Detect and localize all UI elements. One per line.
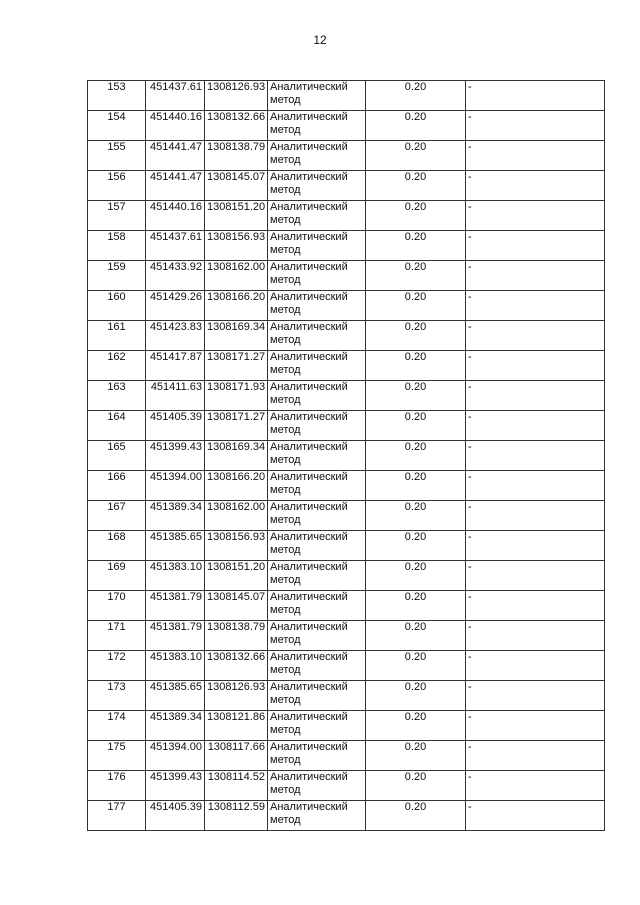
- note-cell: -: [466, 111, 605, 141]
- table-row: [88, 411, 605, 441]
- method-cell: Аналитический метод: [268, 591, 366, 621]
- note-cell: -: [466, 801, 605, 831]
- accuracy-cell: 0.20: [366, 111, 466, 141]
- note-cell: -: [466, 321, 605, 351]
- point-number-cell: 173: [88, 681, 146, 711]
- accuracy-cell: 0.20: [366, 141, 466, 171]
- point-number-cell: 174: [88, 711, 146, 741]
- table-row: [88, 261, 605, 291]
- note-cell: -: [466, 741, 605, 771]
- table-row: [88, 441, 605, 471]
- x-coordinate-cell: 451433.92: [146, 261, 205, 291]
- accuracy-cell: 0.20: [366, 81, 466, 111]
- accuracy-cell: 0.20: [366, 681, 466, 711]
- x-coordinate-cell: 451389.34: [146, 711, 205, 741]
- table-row: [88, 681, 605, 711]
- method-cell: Аналитический метод: [268, 81, 366, 111]
- method-cell: Аналитический метод: [268, 651, 366, 681]
- table-row: [88, 111, 605, 141]
- y-coordinate-cell: 1308112.59: [205, 801, 268, 831]
- method-cell: Аналитический метод: [268, 441, 366, 471]
- table-row: [88, 321, 605, 351]
- method-cell: Аналитический метод: [268, 111, 366, 141]
- y-coordinate-cell: 1308138.79: [205, 141, 268, 171]
- note-cell: -: [466, 681, 605, 711]
- table-row: [88, 81, 605, 111]
- method-cell: Аналитический метод: [268, 621, 366, 651]
- point-number-cell: 168: [88, 531, 146, 561]
- x-coordinate-cell: 451381.79: [146, 621, 205, 651]
- y-coordinate-cell: 1308145.07: [205, 171, 268, 201]
- note-cell: -: [466, 201, 605, 231]
- y-coordinate-cell: 1308132.66: [205, 651, 268, 681]
- note-cell: -: [466, 411, 605, 441]
- table-row: [88, 231, 605, 261]
- note-cell: -: [466, 531, 605, 561]
- method-cell: Аналитический метод: [268, 501, 366, 531]
- table-row: [88, 711, 605, 741]
- y-coordinate-cell: 1308156.93: [205, 531, 268, 561]
- method-cell: Аналитический метод: [268, 771, 366, 801]
- x-coordinate-cell: 451437.61: [146, 231, 205, 261]
- method-cell: Аналитический метод: [268, 801, 366, 831]
- method-cell: Аналитический метод: [268, 561, 366, 591]
- accuracy-cell: 0.20: [366, 501, 466, 531]
- x-coordinate-cell: 451383.10: [146, 561, 205, 591]
- accuracy-cell: 0.20: [366, 441, 466, 471]
- point-number-cell: 176: [88, 771, 146, 801]
- method-cell: Аналитический метод: [268, 261, 366, 291]
- point-number-cell: 177: [88, 801, 146, 831]
- y-coordinate-cell: 1308138.79: [205, 621, 268, 651]
- table-row: [88, 771, 605, 801]
- table-row: [88, 621, 605, 651]
- point-number-cell: 163: [88, 381, 146, 411]
- point-number-cell: 155: [88, 141, 146, 171]
- method-cell: Аналитический метод: [268, 141, 366, 171]
- table-row: [88, 801, 605, 831]
- point-number-cell: 165: [88, 441, 146, 471]
- accuracy-cell: 0.20: [366, 771, 466, 801]
- y-coordinate-cell: 1308121.86: [205, 711, 268, 741]
- note-cell: -: [466, 621, 605, 651]
- accuracy-cell: 0.20: [366, 321, 466, 351]
- x-coordinate-cell: 451399.43: [146, 771, 205, 801]
- method-cell: Аналитический метод: [268, 381, 366, 411]
- note-cell: -: [466, 501, 605, 531]
- y-coordinate-cell: 1308151.20: [205, 561, 268, 591]
- y-coordinate-cell: 1308169.34: [205, 441, 268, 471]
- y-coordinate-cell: 1308145.07: [205, 591, 268, 621]
- x-coordinate-cell: 451394.00: [146, 741, 205, 771]
- accuracy-cell: 0.20: [366, 351, 466, 381]
- table-row: [88, 141, 605, 171]
- point-number-cell: 154: [88, 111, 146, 141]
- table-row: [88, 591, 605, 621]
- point-number-cell: 159: [88, 261, 146, 291]
- note-cell: -: [466, 381, 605, 411]
- table-row: [88, 291, 605, 321]
- method-cell: Аналитический метод: [268, 741, 366, 771]
- accuracy-cell: 0.20: [366, 381, 466, 411]
- y-coordinate-cell: 1308132.66: [205, 111, 268, 141]
- note-cell: -: [466, 261, 605, 291]
- note-cell: -: [466, 651, 605, 681]
- x-coordinate-cell: 451385.65: [146, 681, 205, 711]
- y-coordinate-cell: 1308169.34: [205, 321, 268, 351]
- table-row: [88, 201, 605, 231]
- x-coordinate-cell: 451423.83: [146, 321, 205, 351]
- note-cell: -: [466, 471, 605, 501]
- accuracy-cell: 0.20: [366, 651, 466, 681]
- note-cell: -: [466, 171, 605, 201]
- x-coordinate-cell: 451440.16: [146, 201, 205, 231]
- y-coordinate-cell: 1308166.20: [205, 291, 268, 321]
- note-cell: -: [466, 711, 605, 741]
- note-cell: -: [466, 81, 605, 111]
- y-coordinate-cell: 1308171.27: [205, 411, 268, 441]
- method-cell: Аналитический метод: [268, 411, 366, 441]
- y-coordinate-cell: 1308126.93: [205, 681, 268, 711]
- table-row: [88, 531, 605, 561]
- y-coordinate-cell: 1308151.20: [205, 201, 268, 231]
- y-coordinate-cell: 1308166.20: [205, 471, 268, 501]
- table-row: [88, 381, 605, 411]
- method-cell: Аналитический метод: [268, 681, 366, 711]
- table-row: [88, 501, 605, 531]
- method-cell: Аналитический метод: [268, 321, 366, 351]
- method-cell: Аналитический метод: [268, 471, 366, 501]
- y-coordinate-cell: 1308126.93: [205, 81, 268, 111]
- point-number-cell: 169: [88, 561, 146, 591]
- x-coordinate-cell: 451441.47: [146, 171, 205, 201]
- table-row: [88, 171, 605, 201]
- point-number-cell: 164: [88, 411, 146, 441]
- point-number-cell: 170: [88, 591, 146, 621]
- method-cell: Аналитический метод: [268, 201, 366, 231]
- x-coordinate-cell: 451405.39: [146, 411, 205, 441]
- accuracy-cell: 0.20: [366, 291, 466, 321]
- method-cell: Аналитический метод: [268, 711, 366, 741]
- point-number-cell: 166: [88, 471, 146, 501]
- note-cell: -: [466, 771, 605, 801]
- x-coordinate-cell: 451417.87: [146, 351, 205, 381]
- coordinates-table: [87, 80, 605, 831]
- note-cell: -: [466, 351, 605, 381]
- accuracy-cell: 0.20: [366, 201, 466, 231]
- y-coordinate-cell: 1308117.66: [205, 741, 268, 771]
- accuracy-cell: 0.20: [366, 411, 466, 441]
- x-coordinate-cell: 451383.10: [146, 651, 205, 681]
- x-coordinate-cell: 451437.61: [146, 81, 205, 111]
- accuracy-cell: 0.20: [366, 231, 466, 261]
- accuracy-cell: 0.20: [366, 561, 466, 591]
- note-cell: -: [466, 591, 605, 621]
- y-coordinate-cell: 1308171.93: [205, 381, 268, 411]
- x-coordinate-cell: 451440.16: [146, 111, 205, 141]
- note-cell: -: [466, 231, 605, 261]
- method-cell: Аналитический метод: [268, 231, 366, 261]
- accuracy-cell: 0.20: [366, 801, 466, 831]
- x-coordinate-cell: 451385.65: [146, 531, 205, 561]
- accuracy-cell: 0.20: [366, 621, 466, 651]
- accuracy-cell: 0.20: [366, 261, 466, 291]
- point-number-cell: 157: [88, 201, 146, 231]
- point-number-cell: 158: [88, 231, 146, 261]
- accuracy-cell: 0.20: [366, 531, 466, 561]
- y-coordinate-cell: 1308162.00: [205, 261, 268, 291]
- x-coordinate-cell: 451441.47: [146, 141, 205, 171]
- point-number-cell: 171: [88, 621, 146, 651]
- note-cell: -: [466, 141, 605, 171]
- accuracy-cell: 0.20: [366, 741, 466, 771]
- x-coordinate-cell: 451389.34: [146, 501, 205, 531]
- accuracy-cell: 0.20: [366, 171, 466, 201]
- note-cell: -: [466, 441, 605, 471]
- point-number-cell: 160: [88, 291, 146, 321]
- point-number-cell: 156: [88, 171, 146, 201]
- note-cell: -: [466, 291, 605, 321]
- method-cell: Аналитический метод: [268, 531, 366, 561]
- y-coordinate-cell: 1308162.00: [205, 501, 268, 531]
- point-number-cell: 162: [88, 351, 146, 381]
- table-row: [88, 471, 605, 501]
- method-cell: Аналитический метод: [268, 171, 366, 201]
- point-number-cell: 153: [88, 81, 146, 111]
- note-cell: -: [466, 561, 605, 591]
- x-coordinate-cell: 451405.39: [146, 801, 205, 831]
- x-coordinate-cell: 451394.00: [146, 471, 205, 501]
- table-row: [88, 351, 605, 381]
- accuracy-cell: 0.20: [366, 711, 466, 741]
- y-coordinate-cell: 1308114.52: [205, 771, 268, 801]
- x-coordinate-cell: 451381.79: [146, 591, 205, 621]
- page-number: 12: [313, 33, 327, 47]
- method-cell: Аналитический метод: [268, 351, 366, 381]
- point-number-cell: 167: [88, 501, 146, 531]
- x-coordinate-cell: 451411.63: [146, 381, 205, 411]
- y-coordinate-cell: 1308156.93: [205, 231, 268, 261]
- accuracy-cell: 0.20: [366, 591, 466, 621]
- point-number-cell: 172: [88, 651, 146, 681]
- point-number-cell: 161: [88, 321, 146, 351]
- table-row: [88, 651, 605, 681]
- table-row: [88, 561, 605, 591]
- y-coordinate-cell: 1308171.27: [205, 351, 268, 381]
- x-coordinate-cell: 451429.26: [146, 291, 205, 321]
- table-row: [88, 741, 605, 771]
- accuracy-cell: 0.20: [366, 471, 466, 501]
- x-coordinate-cell: 451399.43: [146, 441, 205, 471]
- point-number-cell: 175: [88, 741, 146, 771]
- method-cell: Аналитический метод: [268, 291, 366, 321]
